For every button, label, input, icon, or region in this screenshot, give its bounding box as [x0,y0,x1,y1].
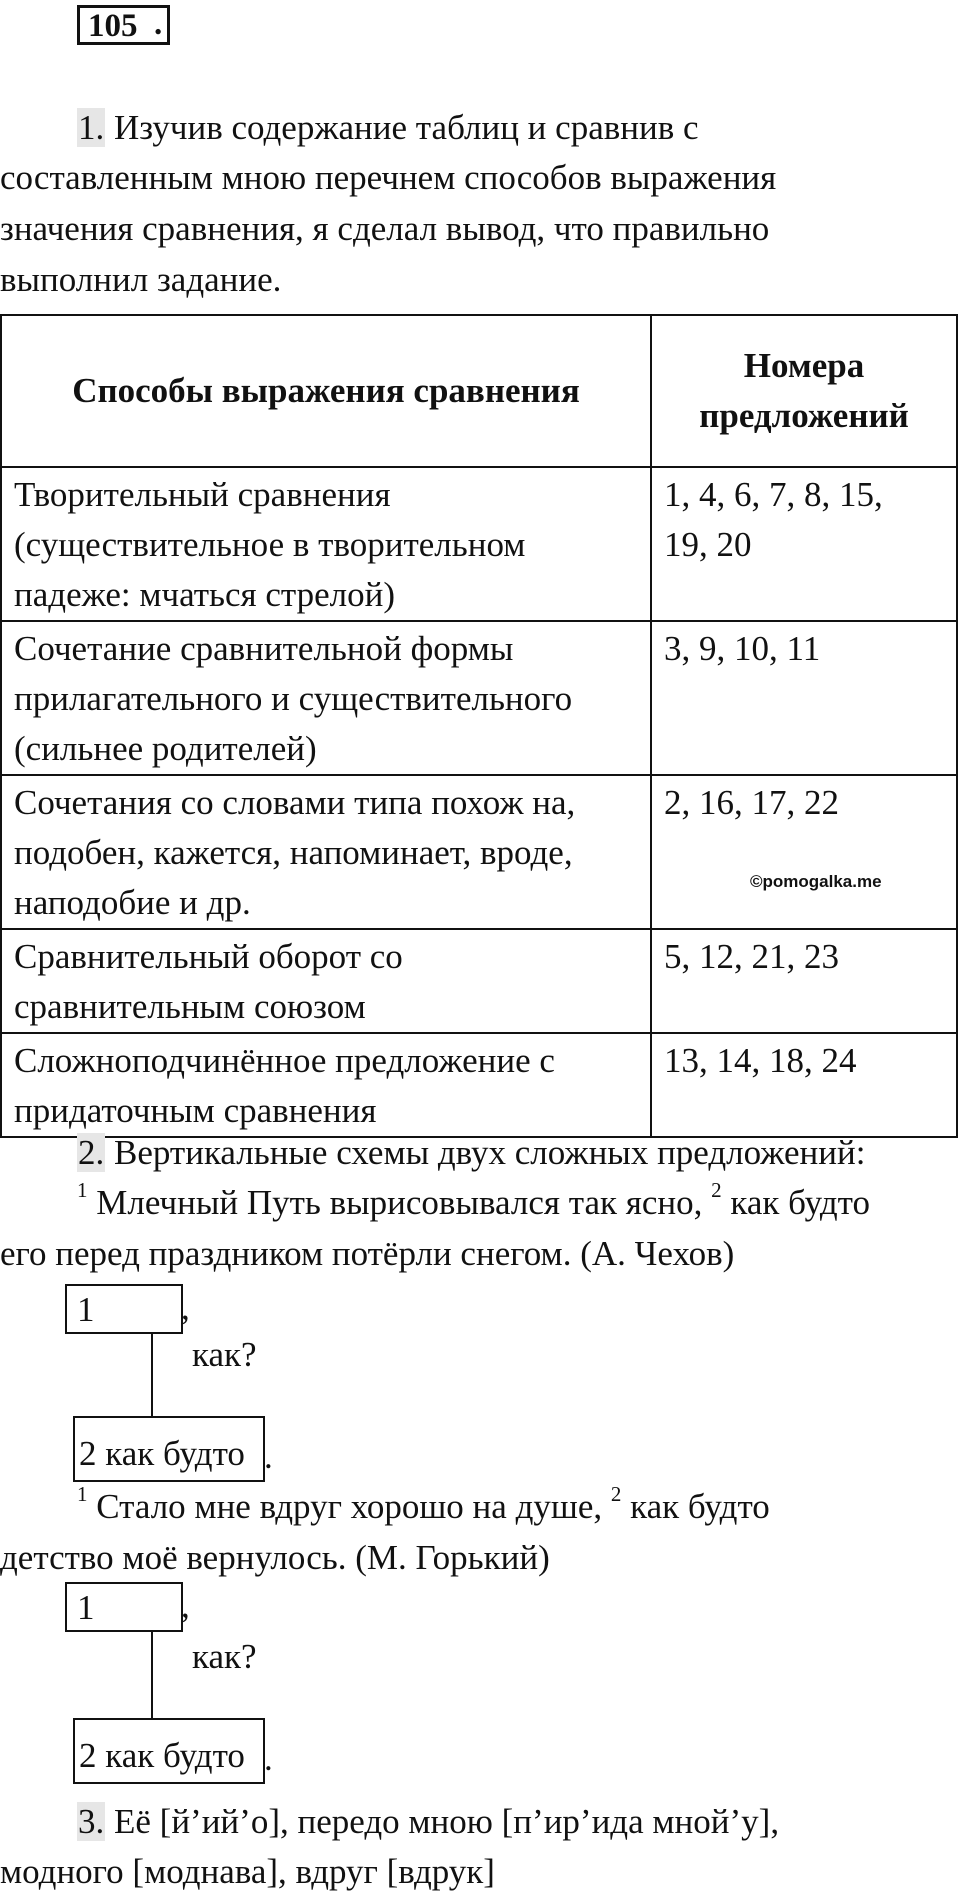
part2-text: Вертикальные схемы двух сложных предложений: [114,1133,866,1172]
method-line: наподобие и др. [14,883,251,922]
method-cell [1,1033,651,1137]
header-numbers-line-1: Номера [743,346,865,385]
header-numbers-line-2: предложений [699,396,909,435]
scheme-2-subordinate-clause-box: 2 как будто [73,1718,265,1784]
method-line: Сравнительный оборот со [14,937,403,976]
method-line: Сложноподчинённое предложение с [14,1041,555,1080]
method-line: падеже: мчаться стрелой) [14,575,396,614]
comparison-methods-table [0,314,958,1138]
scheme-1-connector-line [151,1334,153,1416]
scheme-2-question: как? [192,1637,257,1676]
numbers-line: 5, 12, 21, 23 [664,937,839,976]
method-cell [1,621,651,775]
clause-text: как будто [721,1183,871,1222]
part1-line-3: значения сравнения, я сделал вывод, что правильно [0,209,770,248]
numbers-cell [651,929,957,1033]
table-row [1,621,957,775]
method-cell [1,929,651,1033]
clause-text: как будто [621,1487,770,1526]
part1-line-1 [77,103,699,153]
method-line: (сильнее родителей) [14,729,317,768]
numbers-line: 1, 4, 6, 7, 8, 15, [664,475,883,514]
method-cell [1,467,651,621]
part3-line-1 [77,1797,779,1847]
table-header-row [1,315,957,467]
clause-index: 2 [711,1178,722,1203]
method-line: Сочетания со словами типа похож на, [14,783,576,822]
part3-line-2: модного [моднава], вдруг [вдрук] [0,1852,495,1891]
header-methods: Способы выражения сравнения [1,315,651,467]
part1-text: Изучив содержание таблиц и сравнив с [114,108,699,147]
numbers-line: 13, 14, 18, 24 [664,1041,857,1080]
method-line: прилагательного и существительного [14,679,573,718]
part3-number: 3. [78,1802,105,1841]
clause-text: Млечный Путь вырисовывался так ясно, [87,1183,712,1222]
part1-line-2: составленным мною перечнем способов выражения [0,158,777,197]
method-line: Сочетание сравнительной формы [14,629,514,668]
table-row [1,467,957,621]
part3-text: Её [й’ий’о], передо мною [п’ир’ида мной’у], [114,1802,780,1841]
method-line: сравнительным союзом [14,987,366,1026]
part2-heading [77,1128,865,1178]
sentence-1-line-2: его перед праздником потёрли снегом. (А. Чехов) [0,1234,735,1273]
numbers-line: 19, 20 [664,525,752,564]
method-cell [1,775,651,929]
numbers-cell [651,1033,957,1137]
scheme-2-connector-line [151,1632,153,1718]
scheme-1-subordinate-clause-box: 2 как будто [73,1416,265,1482]
sentence-2-line-2: детство моё вернулось. (М. Горький) [0,1538,550,1577]
part2-number: 2. [78,1133,105,1172]
numbers-line: 2, 16, 17, 22 [664,783,839,822]
scheme-1-comma: , [181,1288,190,1327]
numbers-line: 3, 9, 10, 11 [664,629,821,668]
numbers-cell [651,467,957,621]
method-line: (существительное в творительном [14,525,526,564]
numbers-cell [651,775,957,929]
part1-line-4: выполнил задание. [0,260,282,299]
method-line: Творительный сравнения [14,475,391,514]
scheme-2-main-clause-box: 1 [65,1582,183,1632]
header-numbers [651,315,957,467]
clause-index: 1 [77,1178,88,1203]
task-number-box: 105 [77,5,170,45]
table-row [1,1033,957,1137]
sentence-1-line-1 [77,1178,870,1228]
scheme-2-period: . [264,1739,273,1778]
scheme-1-main-clause-box: 1 [65,1284,183,1334]
table-row [1,929,957,1033]
method-line: придаточным сравнения [14,1091,377,1130]
table-row [1,775,957,929]
clause-text: Стало мне вдруг хорошо на душе, [87,1487,611,1526]
clause-index: 1 [77,1482,88,1507]
scheme-1-period: . [264,1437,273,1476]
sentence-2-line-1 [77,1482,770,1532]
scheme-1-question: как? [192,1335,257,1374]
task-number-dot: . [154,6,163,42]
numbers-cell [651,621,957,775]
watermark: ©pomogalka.me [750,872,882,891]
method-line: подобен, кажется, напоминает, вроде, [14,833,573,872]
scheme-2-comma: , [181,1586,190,1625]
part1-number: 1. [78,108,105,147]
clause-index: 2 [610,1482,622,1507]
